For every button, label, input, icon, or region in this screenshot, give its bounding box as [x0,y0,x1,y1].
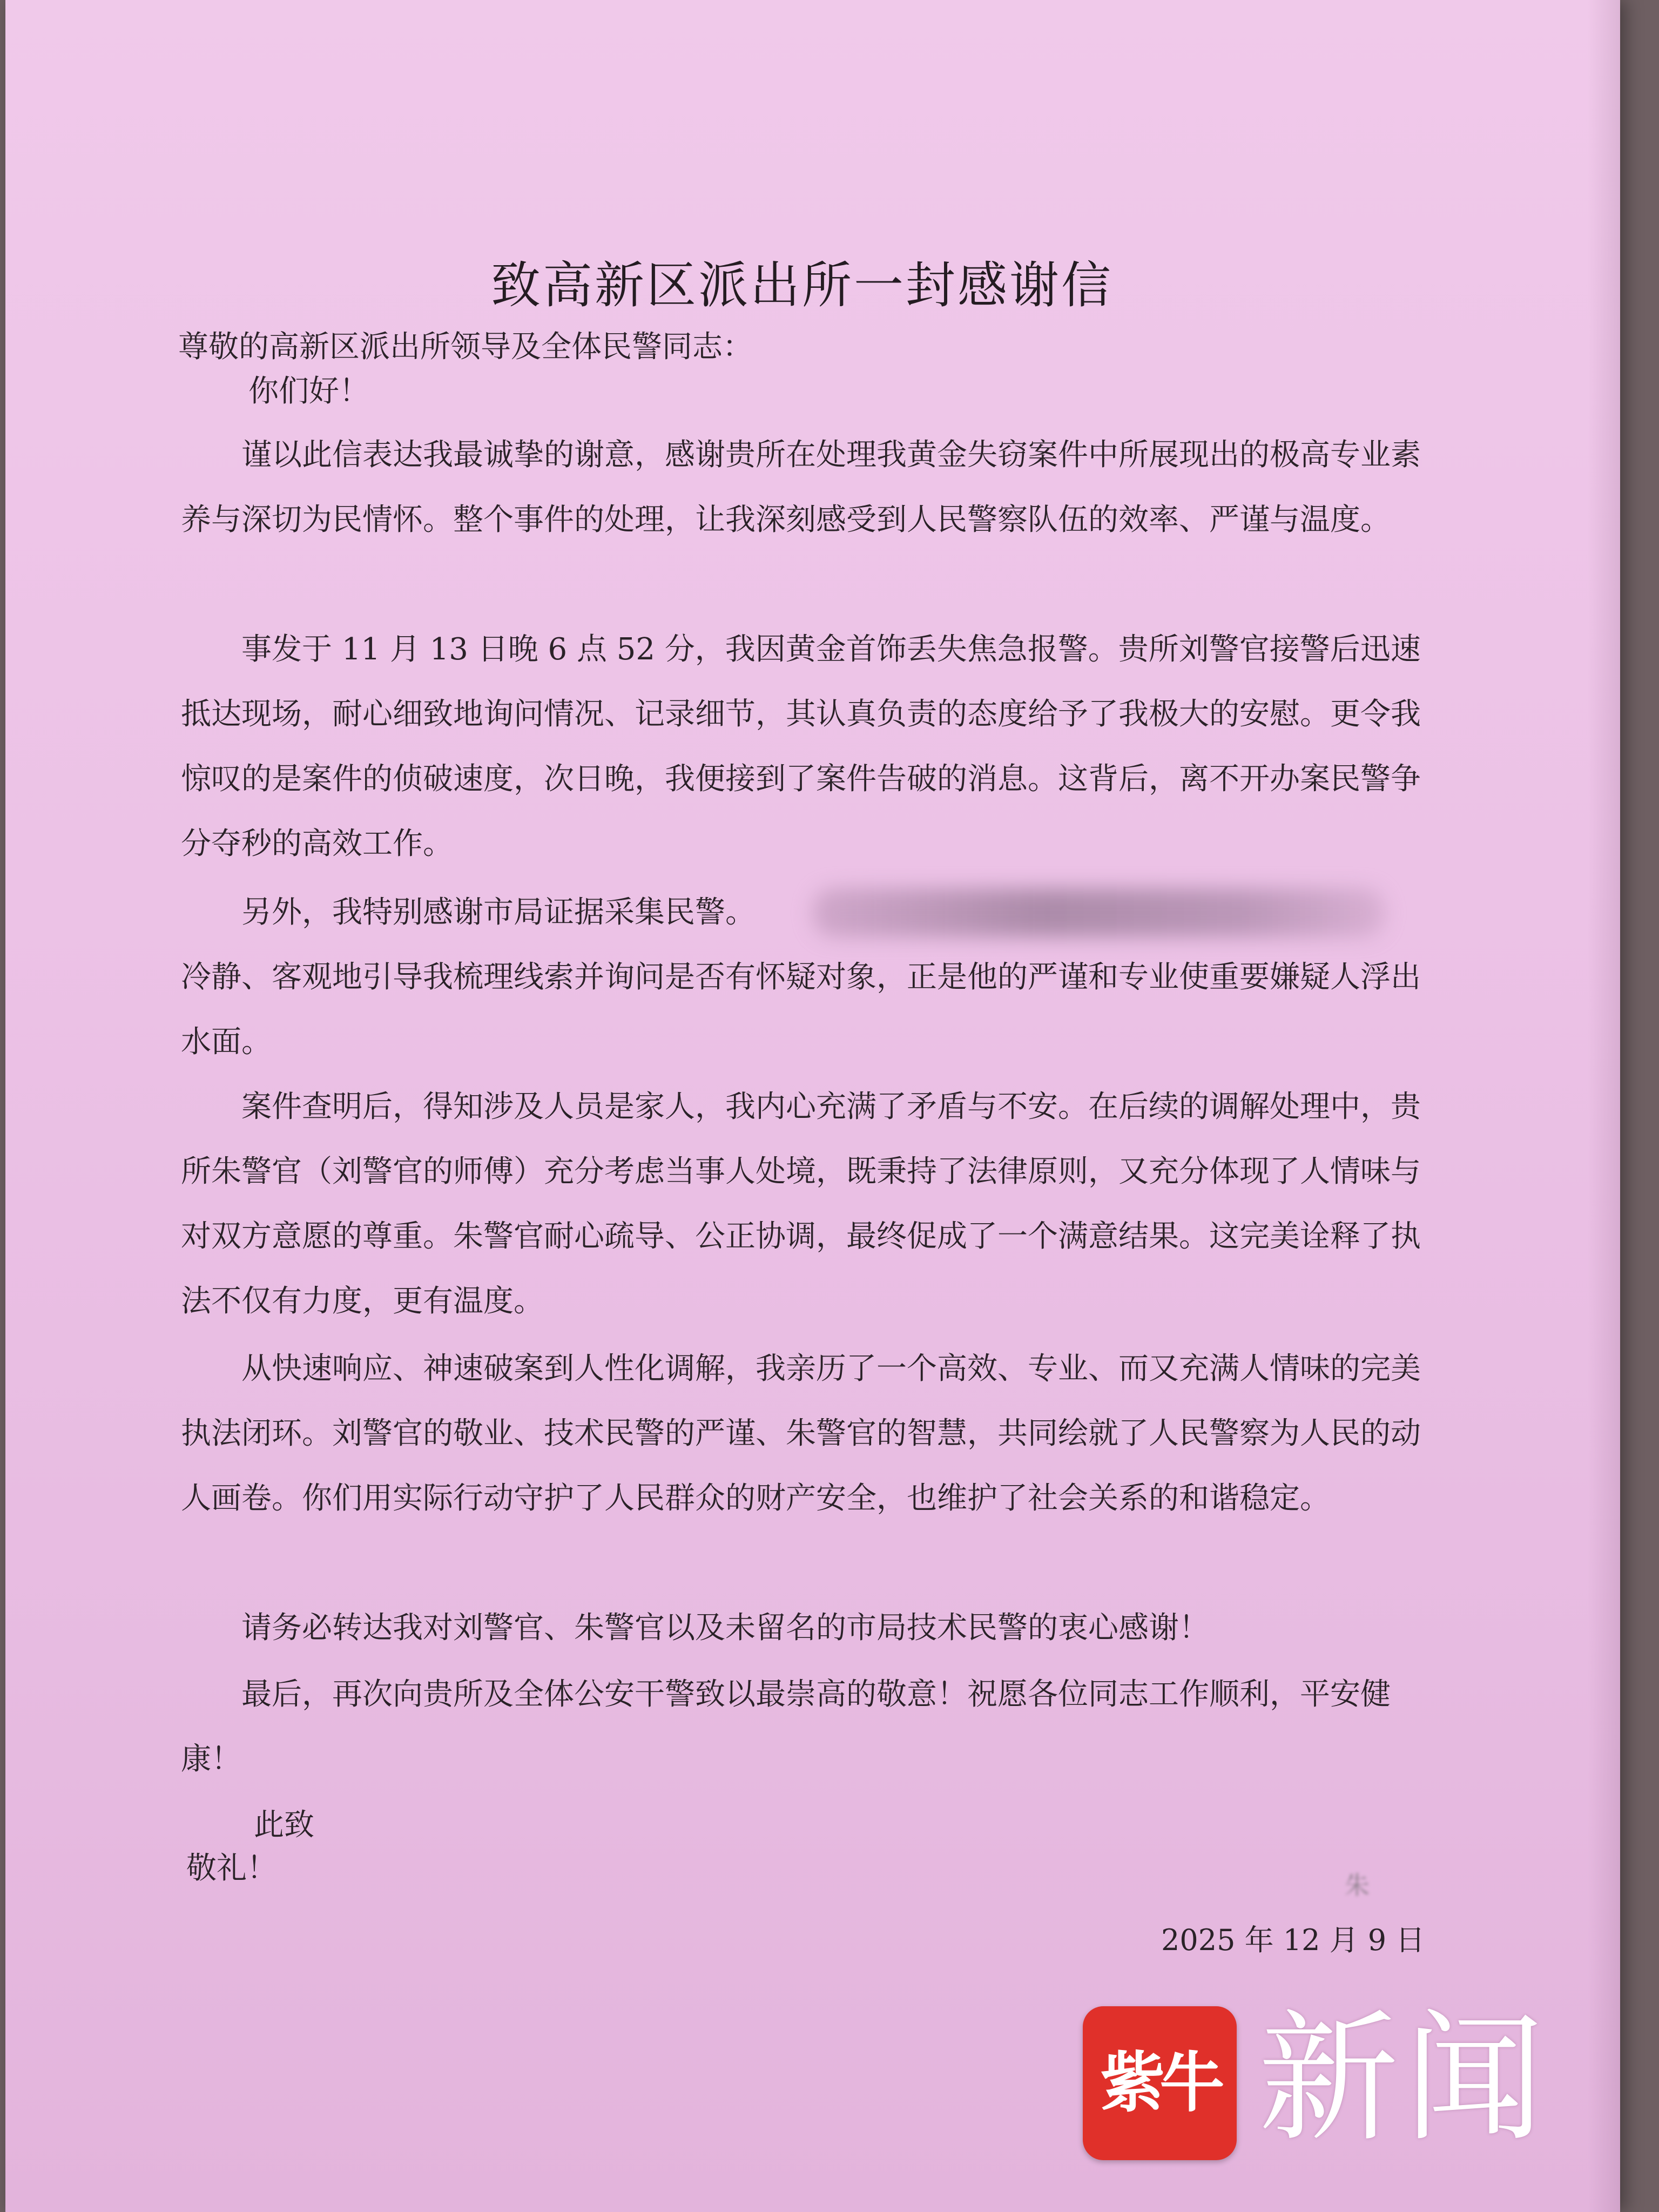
paragraph-5: 从快速响应、神速破案到人性化调解，我亲历了一个高效、专业、而又充满人情味的完美执法闭环。刘警官的敬业、技术民警的严谨、朱警官的智慧，共同绘就了人民警察为人民的动人画卷。你们用实际行动守护了人民群众的财产安全，也维护了社会关系的和谐稳定。 [181,1351,1421,1516]
paragraph-2: 事发于 11 月 13 日晚 6 点 52 分，我因黄金首饰丢失焦急报警。贵所刘警官接警后迅速抵达现场，耐心细致地询问情况、记录细节，其认真负责的态度给予了我极大的安慰。更令我惊叹的是案件的侦破速度，次日晚，我便接到了案件告破的消息。这背后，离不开办案民警争分夺秒的高效工作。 [181,632,1421,861]
news-brand-watermark: 新闻 [1258,1998,1550,2161]
letter-sheet [5,0,1620,2212]
greeting: 你们好！ [248,374,369,409]
paragraph-3: 另外，我特别感谢市局证据采集民警。 [241,895,756,930]
paragraph-4: 案件查明后，得知涉及人员是家人，我内心充满了矛盾与不安。在后续的调解处理中，贵所朱警官（刘警官的师傅）充分考虑当事人处境，既秉持了法律原则，又充分体现了人情味与对双方意愿的尊重。朱警官耐心疏导、公正协调，最终促成了一个满意结果。这完美诠释了执法不仅有力度，更有温度。 [181,1089,1421,1319]
closing-ci-zhi: 此致 [254,1808,314,1843]
letter-date: 2025 年 12 月 9 日 [1161,1923,1425,1957]
paragraph-6: 请务必转达我对刘警官、朱警官以及未留名的市局技术民警的衷心感谢！ [241,1610,1209,1645]
paragraph-1: 谨以此信表达我最诚挚的谢意，感谢贵所在处理我黄金失窃案件中所展现出的极高专业素养与深切为民情怀。整个事件的处理，让我深刻感受到人民警察队伍的效率、严谨与温度。 [181,437,1421,537]
redacted-name-blur [813,888,1385,937]
closing-jing-li: 敬礼！ [186,1851,277,1886]
ziniu-logo-icon: 紫牛 [1083,2006,1237,2160]
blurred-signature: 朱 [1345,1871,1367,1900]
letter-title: 致高新区派出所一封感谢信 [490,257,1113,314]
paragraph-7: 最后，再次向贵所及全体公安干警致以最崇高的敬意！祝愿各位同志工作顺利，平安健康！ [181,1677,1391,1777]
paragraph-3-continued: 冷静、客观地引导我梳理线索并询问是否有怀疑对象，正是他的严谨和专业使重要嫌疑人浮出水面。 [181,960,1421,1060]
salutation: 尊敬的高新区派出所领导及全体民警同志： [178,329,753,365]
